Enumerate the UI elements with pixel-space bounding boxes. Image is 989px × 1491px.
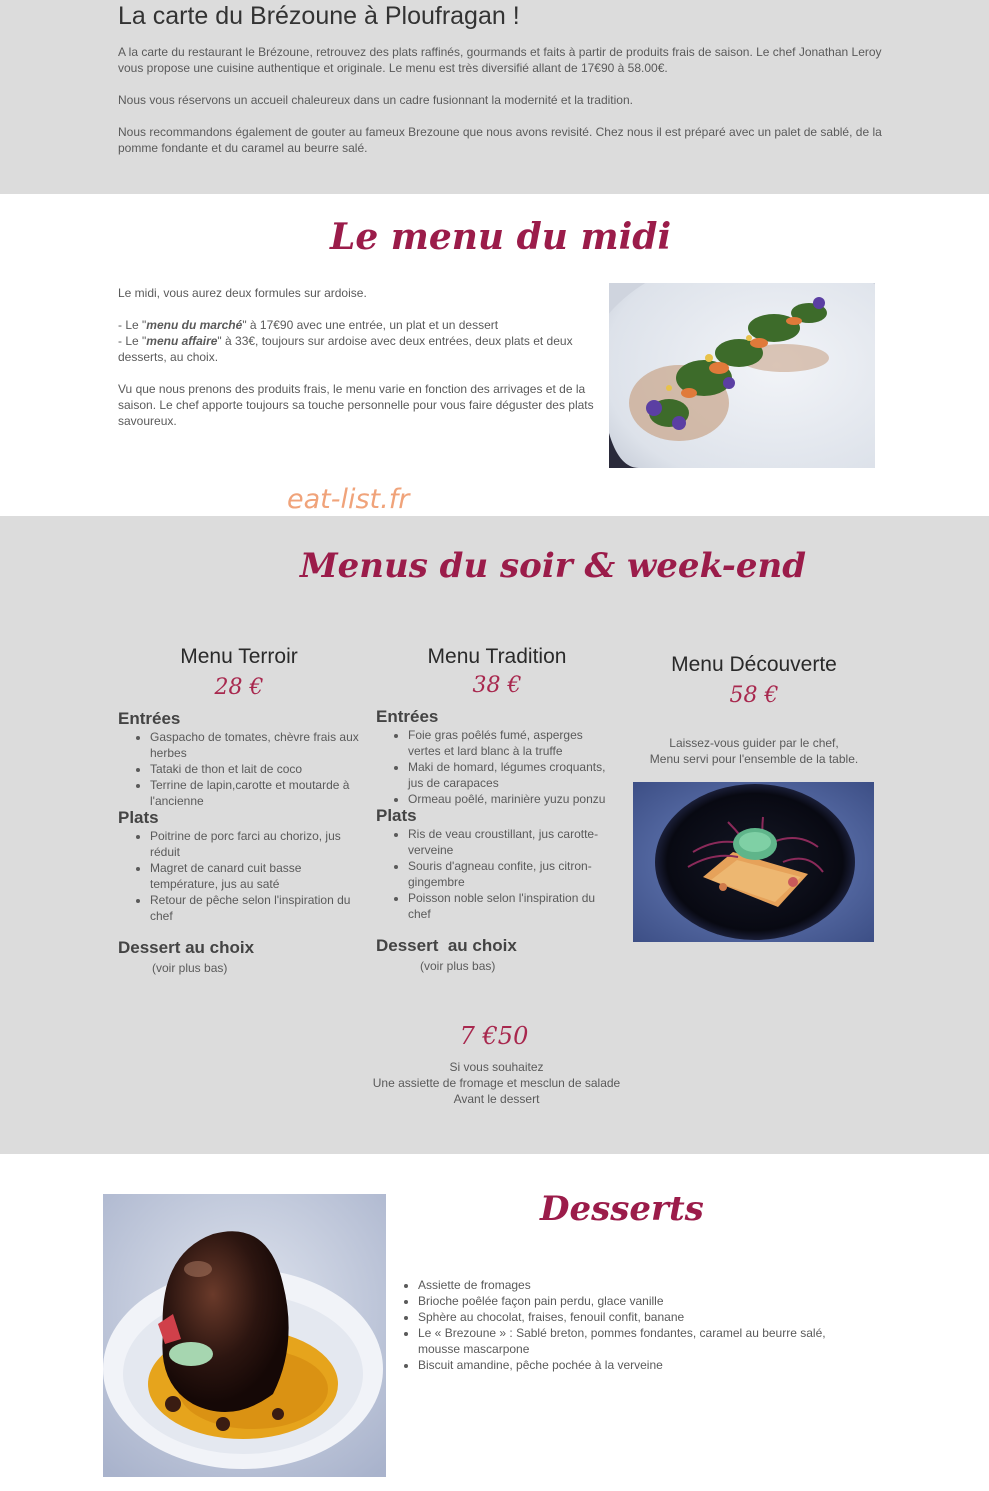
menu-terroir-dessert-heading: Dessert au choix bbox=[118, 938, 255, 957]
cheese-description: Si vous souhaitez Une assiette de fromage et mesclun de salade Avant le dessert bbox=[372, 1060, 621, 1106]
list-item: • Poisson noble selon l'inspiration du chef bbox=[408, 890, 618, 922]
desserts-section bbox=[0, 1154, 989, 1491]
decouverte-dish-image bbox=[633, 782, 874, 942]
intro-section bbox=[0, 0, 989, 194]
evening-menus-section bbox=[0, 516, 989, 1154]
menu-terroir-name: Menu Terroir bbox=[180, 645, 298, 668]
lunch-formula-business: - Le "menu affaire" à 33€, toujours sur ardoise avec deux entrées, deux plats et deux bbox=[118, 334, 573, 348]
intro-p3-line1: Nous recommandons également de gouter au fameux Brezoune que nous avons revisité. Chez nous il est préparé avec un palet de sablé, de la bbox=[118, 125, 882, 139]
menu-tradition-entrees-list bbox=[376, 727, 618, 807]
menu-affaire-label: menu affaire bbox=[146, 334, 218, 348]
desserts-list bbox=[386, 1277, 836, 1373]
list-item: • Magret de canard cuit basse température, jus au saté bbox=[150, 860, 360, 892]
menu-tradition-dessert-heading: Dessert au choix bbox=[376, 936, 517, 955]
list-item: • Sphère au chocolat, fraises, fenouil confit, banane bbox=[418, 1309, 836, 1325]
list-item: • Terrine de lapin,carotte et moutarde à l'ancienne bbox=[150, 777, 360, 809]
menu-decouverte-price: 58 € bbox=[729, 683, 779, 708]
watermark-text: eat-list.fr bbox=[287, 484, 410, 515]
dessert-photo bbox=[103, 1194, 386, 1477]
list-item: • Retour de pêche selon l'inspiration du chef bbox=[150, 892, 360, 924]
list-item: • Tataki de thon et lait de coco bbox=[150, 761, 360, 777]
menu-terroir-plats-heading: Plats bbox=[118, 808, 159, 827]
evening-menus-title: Menus du soir & week-end bbox=[300, 546, 806, 586]
list-item: • Souris d'agneau confite, jus citron-gingembre bbox=[408, 858, 618, 890]
dessert-image bbox=[103, 1194, 386, 1477]
menu-decouverte-name: Menu Découverte bbox=[671, 653, 837, 676]
intro-paragraph-3 bbox=[118, 124, 882, 156]
menu-tradition-price: 38 € bbox=[472, 673, 522, 698]
list-item: • Ormeau poêlé, marinière yuzu ponzu bbox=[408, 791, 618, 807]
lunch-dish-image bbox=[609, 283, 875, 468]
menu-terroir-entrees-list bbox=[118, 729, 360, 809]
desserts-title: Desserts bbox=[540, 1189, 704, 1229]
menu-tradition-name: Menu Tradition bbox=[427, 645, 567, 668]
cheese-price: 7 €50 bbox=[459, 1022, 529, 1050]
menu-tradition-plats-list bbox=[376, 826, 618, 922]
intro-title: La carte du Brézoune à Ploufragan ! bbox=[118, 2, 520, 30]
intro-p1-line1: A la carte du restaurant le Brézoune, retrouvez des plats raffinés, gourmands et faits à partir de produits frais de saison. Le chef Jonathan Leroy bbox=[118, 45, 882, 59]
list-item: • Brioche poêlée façon pain perdu, glace vanille bbox=[418, 1293, 836, 1309]
lunch-menu-title: Le menu du midi bbox=[330, 216, 672, 258]
list-item: • Biscuit amandine, pêche pochée à la verveine bbox=[418, 1357, 836, 1373]
menu-decouverte-description: Laissez-vous guider par le chef, Menu servi pour l'ensemble de la table. bbox=[649, 736, 859, 766]
menu-terroir-entrees-heading: Entrées bbox=[118, 709, 181, 728]
menu-du-marche-label: menu du marché bbox=[146, 318, 243, 332]
menu-tradition-entrees-heading: Entrées bbox=[376, 707, 439, 726]
menu-terroir-price: 28 € bbox=[214, 675, 264, 700]
list-item: • Foie gras poêlés fumé, asperges vertes et lard blanc à la truffe bbox=[408, 727, 618, 759]
intro-paragraph-1 bbox=[118, 44, 882, 76]
menu-terroir-plats-list bbox=[118, 828, 360, 924]
list-item: • Maki de homard, légumes croquants, jus de carapaces bbox=[408, 759, 618, 791]
list-item: • Assiette de fromages bbox=[418, 1277, 836, 1293]
list-item: • Le « Brezoune » : Sablé breton, pommes fondantes, caramel au beurre salé, mousse mascarpone bbox=[418, 1325, 836, 1357]
menu-tradition-plats-heading: Plats bbox=[376, 806, 417, 825]
lunch-dish-photo bbox=[609, 283, 875, 468]
lunch-menu-section bbox=[0, 194, 989, 516]
menu-tradition-dessert-note: (voir plus bas) bbox=[420, 959, 496, 973]
intro-paragraph-2: Nous vous réservons un accueil chaleureux dans un cadre fusionnant la modernité et la tradition. bbox=[118, 93, 633, 107]
lunch-formula-market: - Le "menu du marché" à 17€90 avec une entrée, un plat et un dessert bbox=[118, 318, 499, 332]
intro-p1-line2: vous propose une cuisine authentique et originale. Le menu est très diversifié allant de 17€90 à 58.00€. bbox=[118, 61, 668, 75]
list-item: • Poitrine de porc farci au chorizo, jus réduit bbox=[150, 828, 360, 860]
menu-terroir-dessert-note: (voir plus bas) bbox=[152, 961, 228, 975]
decouverte-dish-photo bbox=[633, 782, 874, 942]
lunch-menu-text: Le midi, vous aurez deux formules sur ardoise. - Le "menu du marché" à 17€90 avec une entrée, un plat et un dessert - Le "menu affaire" à 33€, toujours sur ardoise avec deux entrées, deux plats et deux desserts, au choix. Vu que nous prenons des produits frais, le menu varie en fonction des arrivages et de la saison. Le chef apporte toujours sa touche personnelle pour vous faire déguster des plats savoureux. bbox=[118, 286, 594, 428]
intro-p3-line2: pomme fondante et du caramel au beurre salé. bbox=[118, 141, 368, 155]
list-item: • Gaspacho de tomates, chèvre frais aux herbes bbox=[150, 729, 360, 761]
lunch-intro: Le midi, vous aurez deux formules sur ardoise. bbox=[118, 286, 367, 300]
list-item: • Ris de veau croustillant, jus carotte-verveine bbox=[408, 826, 618, 858]
